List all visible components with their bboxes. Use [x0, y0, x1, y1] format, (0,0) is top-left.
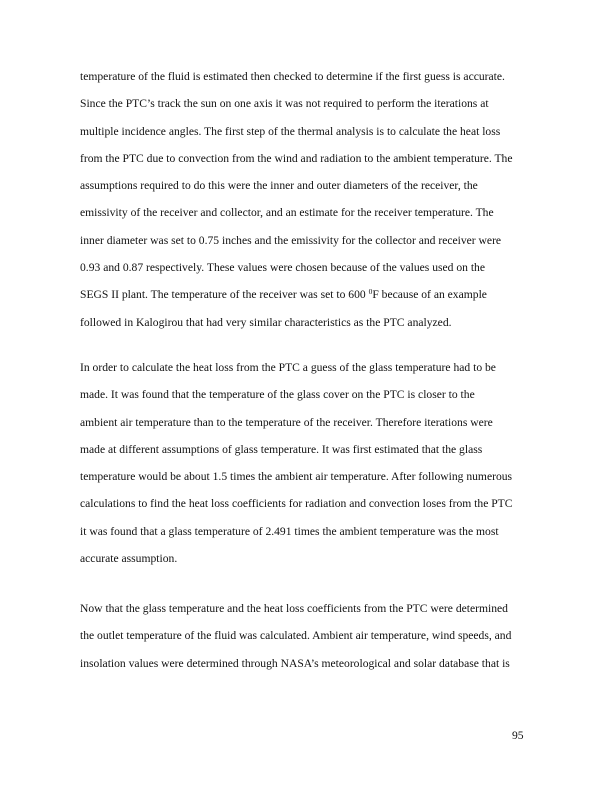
paragraph-3: [80, 595, 511, 677]
text-segment: SEGS II plant. The temperature of the receiver was set to 600: [80, 288, 369, 302]
text-line: accurate assumption.: [80, 552, 178, 566]
text-line: made. It was found that the temperature of the glass cover on the PTC is closer to the: [80, 388, 475, 402]
text-line: Since the PTC’s track the sun on one axis it was not required to perform the iterations at: [80, 97, 489, 111]
paragraph-1: [80, 63, 513, 336]
text-line: inner diameter was set to 0.75 inches and the emissivity for the collector and receiver were: [80, 233, 502, 247]
text-line: 0.93 and 0.87 respectively. These values were chosen because of the values used on the: [80, 261, 485, 275]
text-line: [80, 281, 513, 308]
text-line: it was found that a glass temperature of 2.491 times the ambient temperature was the most: [80, 524, 499, 538]
text-line: emissivity of the receiver and collector, and an estimate for the receiver temperature. The: [80, 206, 494, 220]
text-line: temperature would be about 1.5 times the ambient air temperature. After following numerous: [80, 470, 513, 484]
text-line: In order to calculate the heat loss from the PTC a guess of the glass temperature had to be: [80, 361, 496, 374]
text-line: multiple incidence angles. The first step of the thermal analysis is to calculate the heat loss: [80, 124, 501, 138]
text-segment: F because of an example: [372, 288, 487, 302]
page-number: 95: [512, 729, 524, 742]
text-line: ambient air temperature than to the temperature of the receiver. Therefore iterations were: [80, 415, 493, 429]
text-line: calculations to find the heat loss coefficients for radiation and convection loses from the PTC: [80, 497, 513, 511]
text-line: from the PTC due to convection from the wind and radiation to the ambient temperature. The: [80, 151, 513, 165]
text-line: made at different assumptions of glass temperature. It was first estimated that the glass: [80, 442, 483, 456]
text-line: temperature of the fluid is estimated then checked to determine if the first guess is accurate.: [80, 70, 505, 83]
text-line: insolation values were determined through NASA’s meteorological and solar database that is: [80, 656, 510, 670]
text-line: followed in Kalogirou that had very similar characteristics as the PTC analyzed.: [80, 315, 452, 329]
text-line: the outlet temperature of the fluid was calculated. Ambient air temperature, wind speeds, and: [80, 629, 512, 643]
text-line: assumptions required to do this were the inner and outer diameters of the receiver, the: [80, 179, 478, 193]
text-line: Now that the glass temperature and the heat loss coefficients from the PTC were determined: [80, 602, 508, 615]
paragraph-2: [80, 354, 513, 572]
degree-superscript: 0: [368, 287, 373, 297]
